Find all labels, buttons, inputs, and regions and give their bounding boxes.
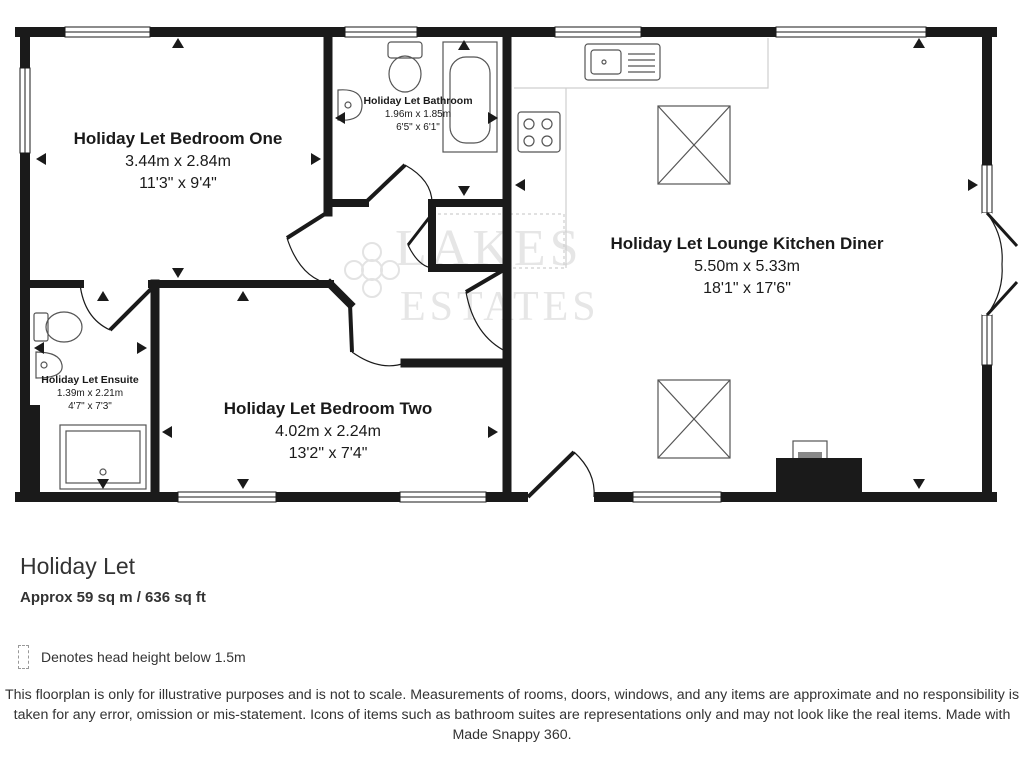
arrow-up-icon bbox=[172, 38, 184, 48]
room-name: Holiday Let Ensuite bbox=[41, 374, 139, 386]
room-dimensions-metric: 3.44m x 2.84m bbox=[125, 153, 231, 170]
door bbox=[80, 284, 152, 330]
plan-area: Approx 59 sq m / 636 sq ft bbox=[20, 589, 206, 606]
room-dimensions-metric: 1.96m x 1.85m bbox=[384, 109, 452, 120]
window bbox=[20, 68, 30, 153]
legend bbox=[18, 645, 246, 669]
room-name: Holiday Let Bathroom bbox=[363, 95, 473, 107]
disclaimer: This floorplan is only for illustrative purposes and is not to scale. Measurements of rooms, doors, windows, and any items are approximate and no responsibility is taken for any error, omission or mis-statement. Icons of items such as bathroom suites are representations only and may not look like the real items. Made with Made Snappy 360. bbox=[4, 687, 1020, 743]
arrow-right-icon bbox=[311, 153, 321, 165]
room-labels bbox=[41, 95, 884, 462]
toilet-icon bbox=[388, 42, 422, 92]
room-dimensions-imperial: 13'2" x 7'4" bbox=[288, 445, 368, 462]
room-dimensions-metric: 1.39m x 2.21m bbox=[56, 388, 124, 399]
window bbox=[65, 27, 150, 37]
window bbox=[982, 315, 992, 365]
arrow-right-icon bbox=[488, 426, 498, 438]
window bbox=[633, 492, 721, 502]
arrow-right-icon bbox=[968, 179, 978, 191]
arrow-left-icon bbox=[162, 426, 172, 438]
toilet-icon bbox=[34, 312, 82, 342]
arrow-down-icon bbox=[458, 186, 470, 196]
watermark-line-2: ESTATES bbox=[400, 284, 600, 330]
legend-label: Denotes head height below 1.5m bbox=[41, 649, 246, 665]
window bbox=[776, 27, 926, 37]
arrow-down-icon bbox=[237, 479, 249, 489]
window bbox=[400, 492, 486, 502]
room-dimensions-imperial: 6'5" x 6'1" bbox=[396, 122, 440, 133]
fireplace-icon bbox=[776, 441, 862, 494]
room-name: Holiday Let Lounge Kitchen Diner bbox=[610, 234, 884, 253]
arrow-up-icon bbox=[237, 291, 249, 301]
arrow-left-icon bbox=[335, 112, 345, 124]
room-dimensions-metric: 4.02m x 2.24m bbox=[275, 423, 381, 440]
arrow-up-icon bbox=[97, 291, 109, 301]
room-dimensions-imperial: 18'1" x 17'6" bbox=[703, 280, 791, 297]
arrow-up-icon bbox=[913, 38, 925, 48]
window bbox=[345, 27, 417, 37]
room-label-bedroom-two bbox=[224, 399, 432, 462]
watermark-line-1: LAKES bbox=[395, 220, 583, 277]
sink-icon bbox=[585, 44, 660, 80]
doors bbox=[80, 165, 1017, 502]
walls bbox=[20, 32, 992, 497]
window bbox=[982, 165, 992, 213]
arrow-down-icon bbox=[913, 479, 925, 489]
arrow-left-icon bbox=[36, 153, 46, 165]
room-label-bathroom bbox=[363, 95, 472, 133]
skylight-icon bbox=[658, 106, 730, 184]
window bbox=[178, 492, 276, 502]
room-dimensions-imperial: 4'7" x 7'3" bbox=[68, 401, 112, 412]
window bbox=[555, 27, 641, 37]
room-label-ensuite bbox=[41, 374, 139, 412]
wall bbox=[330, 284, 350, 304]
room-name: Holiday Let Bedroom One bbox=[73, 129, 283, 148]
room-label-bedroom-one bbox=[74, 129, 283, 192]
wall-block bbox=[25, 405, 40, 497]
room-dimensions-imperial: 11'3" x 9'4" bbox=[139, 175, 217, 192]
skylight-icon bbox=[658, 380, 730, 458]
arrow-left-icon bbox=[515, 179, 525, 191]
arrow-down-icon bbox=[172, 268, 184, 278]
arrow-down-icon bbox=[97, 479, 109, 489]
head-height-legend-icon bbox=[18, 645, 29, 669]
plan-title: Holiday Let bbox=[20, 553, 136, 579]
door bbox=[365, 165, 432, 203]
arrow-right-icon bbox=[137, 342, 147, 354]
door bbox=[287, 212, 330, 284]
room-dimensions-metric: 5.50m x 5.33m bbox=[694, 258, 800, 275]
hob-icon bbox=[518, 112, 560, 152]
door bbox=[528, 452, 594, 497]
room-label-lounge bbox=[611, 234, 884, 297]
door bbox=[350, 304, 405, 366]
room-name: Holiday Let Bedroom Two bbox=[223, 399, 433, 418]
watermark-flower-icon bbox=[345, 243, 399, 297]
